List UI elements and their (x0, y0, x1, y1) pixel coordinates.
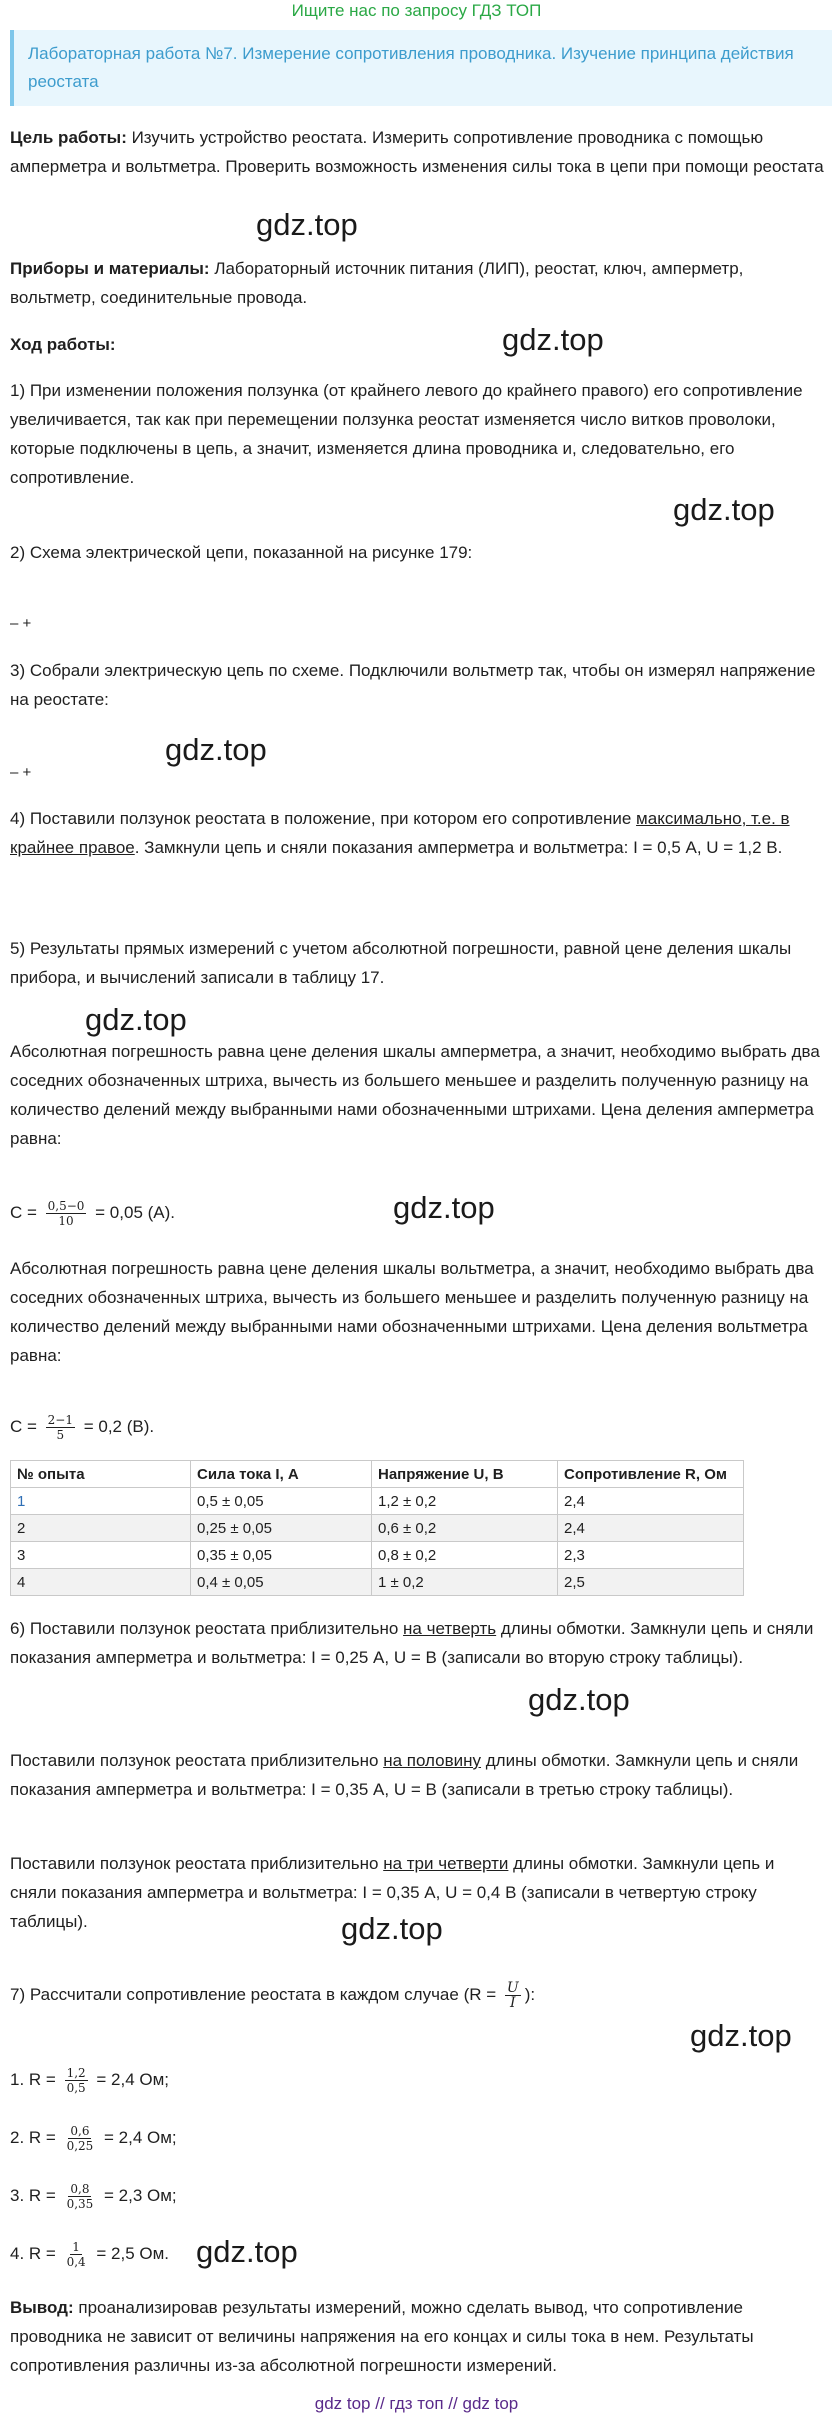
table-cell: 2 (11, 1515, 191, 1542)
table-row (11, 1488, 744, 1515)
table-cell: 2,3 (558, 1542, 744, 1569)
calc-line: 2. R = $\frac{0,6}{0,25}$ = 2,4 Ом; (10, 2124, 177, 2154)
page-title[interactable]: Лабораторная работа №7. Измерение сопротивления проводника. Изучение принципа действия реостата (28, 44, 794, 91)
table-row (11, 1515, 744, 1542)
step-1: 1) При изменении положения ползунка (от крайнего левого до крайнего правого) его сопротивление увеличивается, так как при перемещении ползунка реостат изменяется число витков проволоки, которые подключены в цепь, а значит, изменяется длина проводника и, следовательно, его сопротивление. (10, 381, 803, 487)
step-7: 7) Рассчитали сопротивление реостата в каждом случае (R = $\frac{U}{I}$ ): (10, 1980, 536, 2012)
table-cell: 0,35 ± 0,05 (191, 1542, 372, 1569)
fraction: $\frac{2-1}{5}$ (47, 1413, 73, 1443)
goal-paragraph (10, 123, 825, 181)
footer-link[interactable]: gdz top (462, 2394, 519, 2413)
table-cell: 2,5 (558, 1569, 744, 1596)
ammeter-paragraph: Абсолютная погрешность равна цене деления шкалы амперметра, а значит, необходимо выбрать два соседних обозначенных штриха, вычесть из большего меньшее и разделить полученную разницу на количество делений между выбранными нами обозначенными штрихами. Цена деления амперметра равна: (10, 1042, 820, 1148)
fraction: $\frac{1}{0,4}$ (66, 2240, 86, 2270)
table-cell: 0,25 ± 0,05 (191, 1515, 372, 1542)
step-6-emphasis: на четверть (403, 1619, 497, 1638)
calc-line: 4. R = $\frac{1}{0,4}$ = 2,5 Ом. (10, 2240, 170, 2270)
fraction: $\frac{0,8}{0,35}$ (66, 2182, 94, 2212)
watermark: gdz.top (690, 2018, 792, 2053)
table-header-cell: Напряжение U, В (372, 1461, 558, 1488)
step-2: 2) Схема электрической цепи, показанной на рисунке 179: (10, 543, 473, 562)
step-3: 3) Собрали электрическую цепь по схеме. Подключили вольтметр так, чтобы он измерял напряжение на реостате: (10, 661, 816, 709)
table-header-row (11, 1461, 744, 1488)
watermark: gdz.top (528, 1682, 630, 1717)
watermark: gdz.top (673, 492, 775, 527)
equipment-text: Лабораторный источник питания (ЛИП), реостат, ключ, амперметр, вольтметр, соединительные провода. (10, 259, 744, 307)
conclusion-paragraph (10, 2293, 825, 2380)
watermark: gdz.top (341, 1911, 443, 1946)
three-quarters-paragraph: Поставили ползунок реостата приблизительно на три четверти длины обмотки. Замкнули цепь и сняли показания амперметра и вольтметра: I = 0,35 А, U = 0,4 В (записали в четвертую строку таблицы). (10, 1854, 775, 1931)
table-cell: 0,8 ± 0,2 (372, 1542, 558, 1569)
table-cell: 1,2 ± 0,2 (372, 1488, 558, 1515)
equipment-paragraph (10, 254, 825, 312)
fraction: $\frac{0,6}{0,25}$ (66, 2124, 94, 2154)
table-cell: 4 (11, 1569, 191, 1596)
voltmeter-division-formula: C = $\frac{2-1}{5}$ = 0,2 (В). (10, 1413, 155, 1443)
watermark: gdz.top (165, 732, 267, 767)
procedure-label: Ход работы: (10, 335, 116, 354)
table-header-cell: Сила тока I, А (191, 1461, 372, 1488)
watermark: gdz.top (393, 1190, 495, 1225)
fraction: $\frac{U}{I}$ (506, 1980, 519, 2012)
step-4: 4) Поставили ползунок реостата в положение, при котором его сопротивление максимально, т.е. в крайнее правое. Замкнули цепь и сняли показания амперметра и вольтметра: I = 0,5 А, U = 1,2 В. (10, 809, 790, 857)
watermark: gdz.top (85, 1002, 187, 1037)
table-cell: 0,6 ± 0,2 (372, 1515, 558, 1542)
table-cell: 2,4 (558, 1488, 744, 1515)
table-cell: 2,4 (558, 1515, 744, 1542)
table-cell: 0,5 ± 0,05 (191, 1488, 372, 1515)
fraction: $\frac{0,5-0}{10}$ (47, 1199, 85, 1229)
table-cell: 1 ± 0,2 (372, 1569, 558, 1596)
step-5: 5) Результаты прямых измерений с учетом абсолютной погрешности, равной цене деления шкалы прибора, и вычислений записали в таблицу 17. (10, 939, 792, 987)
footer-separator: // (448, 2394, 458, 2413)
half-emphasis: на половину (383, 1751, 482, 1770)
table-row (11, 1569, 744, 1596)
watermark: gdz.top (196, 2234, 298, 2269)
table-cell: 0,4 ± 0,05 (191, 1569, 372, 1596)
calc-line: 3. R = $\frac{0,8}{0,35}$ = 2,3 Ом; (10, 2182, 177, 2212)
conclusion-text: проанализировав результаты измерений, можно сделать вывод, что сопротивление проводника не зависит от величины напряжения на его концах и силы тока в нем. Результаты сопротивления различны из-за абсолютной погрешности измерений. (10, 2298, 754, 2375)
watermark: gdz.top (502, 322, 604, 357)
step-4-emphasis: максимально, т.е. в крайнее правое (10, 809, 790, 857)
table-cell: 3 (11, 1542, 191, 1569)
half-paragraph: Поставили ползунок реостата приблизительно на половину длины обмотки. Замкнули цепь и сняли показания амперметра и вольтметра: I = 0,35 А, U = В (записали в третью строку таблицы). (10, 1751, 799, 1799)
table-header-cell: № опыта (11, 1461, 191, 1488)
goal-text: Изучить устройство реостата. Измерить сопротивление проводника с помощью амперметра и вольтметра. Проверить возможность изменения силы тока в цепи при помощи реостата (10, 128, 824, 176)
table-header-cell: Сопротивление R, Ом (558, 1461, 744, 1488)
polarity-label: – + (10, 764, 32, 781)
watermark: gdz.top (256, 207, 358, 242)
voltmeter-paragraph: Абсолютная погрешность равна цене деления шкалы вольтметра, а значит, необходимо выбрать два соседних обозначенных штриха, вычесть из большего меньшее и разделить полученную разницу на количество делений между выбранными нами обозначенными штрихами. Цена деления вольтметра равна: (10, 1259, 814, 1365)
equipment-label: Приборы и материалы: (10, 259, 210, 278)
footer-link[interactable]: гдз топ (389, 2394, 444, 2413)
fraction: $\frac{1,2}{0,5}$ (66, 2066, 86, 2096)
three-quarters-emphasis: на три четверти (383, 1854, 509, 1873)
page-title-box (10, 30, 832, 106)
calc-line: 1. R = $\frac{1,2}{0,5}$ = 2,4 Ом; (10, 2066, 170, 2096)
results-table (10, 1460, 744, 1596)
step-6: 6) Поставили ползунок реостата приблизительно на четверть длины обмотки. Замкнули цепь и сняли показания амперметра и вольтметра: I = 0,25 А, U = В (записали во вторую строку таблицы). (10, 1619, 814, 1667)
ammeter-division-formula: C = $\frac{0,5-0}{10}$ = 0,05 (А). (10, 1199, 176, 1229)
goal-label: Цель работы: (10, 128, 127, 147)
conclusion-label: Вывод: (10, 2298, 74, 2317)
table-cell: 1 (11, 1488, 191, 1515)
footer-links (0, 2393, 833, 2415)
table-row (11, 1542, 744, 1569)
footer-link[interactable]: gdz top (314, 2394, 371, 2413)
top-search-link[interactable]: Ищите нас по запросу ГДЗ ТОП (291, 1, 542, 20)
polarity-label: – + (10, 615, 32, 632)
footer-separator: // (375, 2394, 385, 2413)
